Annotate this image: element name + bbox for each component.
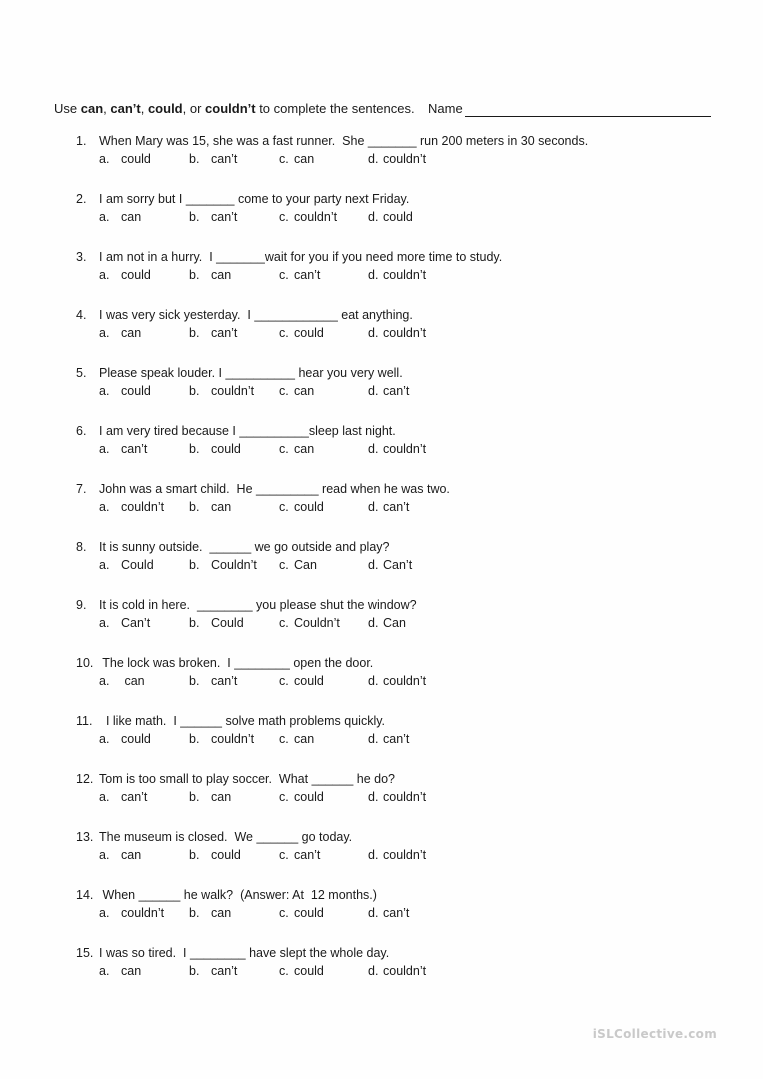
option-letter: a. <box>99 210 110 224</box>
option-b[interactable] <box>189 151 279 167</box>
option-letter: a. <box>99 558 110 572</box>
option-c[interactable] <box>279 441 368 457</box>
option-text: can’t <box>211 674 238 688</box>
option-text: couldn’t <box>383 790 427 804</box>
question-text: I am sorry but I _______ come to your party next Friday. <box>99 192 410 206</box>
option-letter: b. <box>189 732 200 746</box>
question-line <box>76 248 502 266</box>
option-text: couldn’t <box>383 964 427 978</box>
answer-options <box>76 324 468 342</box>
option-text: could <box>294 326 324 340</box>
option-c[interactable] <box>279 267 368 283</box>
question-line <box>76 538 468 556</box>
question-text: When Mary was 15, she was a fast runner. She _______ run 200 meters in 30 seconds. <box>99 134 589 148</box>
option-c[interactable] <box>279 499 368 515</box>
option-text: can <box>121 964 142 978</box>
option-text: can <box>294 152 315 166</box>
option-text: can’t <box>383 500 410 514</box>
question-number: 13. <box>76 830 94 844</box>
option-letter: b. <box>189 210 200 224</box>
option-text: could <box>294 964 324 978</box>
answer-options <box>76 498 468 516</box>
option-letter: d. <box>368 152 379 166</box>
question-line <box>76 712 468 730</box>
answer-options <box>76 208 468 226</box>
option-a[interactable] <box>99 847 189 863</box>
option-letter: d. <box>368 616 379 630</box>
word-could: could <box>147 101 183 116</box>
question-item <box>76 596 468 632</box>
option-c[interactable] <box>279 557 368 573</box>
option-text: can’t <box>294 848 321 862</box>
option-c[interactable] <box>279 151 368 167</box>
option-letter: d. <box>368 558 379 572</box>
option-a[interactable] <box>99 731 189 747</box>
option-letter: c. <box>279 500 289 514</box>
option-text: couldn’t <box>121 500 165 514</box>
option-text: Could <box>211 616 244 630</box>
option-a[interactable] <box>99 789 189 805</box>
answer-options <box>76 150 588 168</box>
question-text: Please speak louder. I __________ hear you very well. <box>99 366 403 380</box>
option-text: Can’t <box>383 558 413 572</box>
option-a[interactable] <box>99 905 189 921</box>
option-letter: a. <box>99 384 110 398</box>
question-number: 6. <box>76 424 87 438</box>
option-d[interactable] <box>368 441 468 457</box>
option-letter: b. <box>189 326 200 340</box>
option-text: can’t <box>211 964 238 978</box>
question-number: 1. <box>76 134 87 148</box>
question-line <box>76 770 468 788</box>
question-item <box>76 770 468 806</box>
question-number: 2. <box>76 192 87 206</box>
option-letter: b. <box>189 500 200 514</box>
option-letter: c. <box>279 442 289 456</box>
option-text: could <box>121 384 151 398</box>
word-cant: can’t <box>110 101 141 116</box>
option-text: could <box>121 732 151 746</box>
option-a[interactable] <box>99 209 189 225</box>
option-text: can <box>121 848 142 862</box>
option-d[interactable] <box>368 209 468 225</box>
question-item <box>76 422 468 458</box>
option-text: can’t <box>294 268 321 282</box>
question-number: 3. <box>76 250 87 264</box>
instruction-text: Use can, can’t, could, or couldn’t to complete the sentences. <box>54 101 415 116</box>
question-text: John was a smart child. He _________ read when he was two. <box>99 482 450 496</box>
option-d[interactable] <box>368 151 468 167</box>
option-text: could <box>294 500 324 514</box>
question-text: I was very sick yesterday. I ____________ eat anything. <box>99 308 413 322</box>
option-letter: b. <box>189 442 200 456</box>
answer-options <box>76 266 502 284</box>
option-text: can <box>294 732 315 746</box>
option-a[interactable] <box>99 325 189 341</box>
answer-options <box>76 672 468 690</box>
name-label: Name <box>428 101 463 116</box>
option-text: could <box>294 674 324 688</box>
option-letter: b. <box>189 674 200 688</box>
option-text: couldn’t <box>383 442 427 456</box>
option-letter: a. <box>99 790 110 804</box>
option-a[interactable] <box>99 441 189 457</box>
option-letter: a. <box>99 268 110 282</box>
option-letter: a. <box>99 964 110 978</box>
option-letter: c. <box>279 326 289 340</box>
option-text: couldn’t <box>383 326 427 340</box>
answer-options <box>76 382 468 400</box>
option-text: could <box>383 210 413 224</box>
question-item <box>76 364 468 400</box>
option-letter: b. <box>189 906 200 920</box>
option-text: can <box>211 906 232 920</box>
option-text: Could <box>121 558 154 572</box>
option-a[interactable] <box>99 151 189 167</box>
option-d[interactable] <box>368 383 468 399</box>
question-number: 11. <box>76 714 93 728</box>
question-text: It is cold in here. ________ you please shut the window? <box>99 598 417 612</box>
option-text: couldn’t <box>294 210 338 224</box>
option-letter: b. <box>189 558 200 572</box>
option-letter: c. <box>279 384 289 398</box>
option-b[interactable] <box>189 615 279 631</box>
answer-options <box>76 614 468 632</box>
option-b[interactable] <box>189 325 279 341</box>
option-text: couldn’t <box>211 384 255 398</box>
answer-options <box>76 788 468 806</box>
option-text: can <box>294 442 315 456</box>
option-letter: d. <box>368 964 379 978</box>
option-c[interactable] <box>279 615 368 631</box>
option-text: Couldn’t <box>294 616 340 630</box>
question-line <box>76 654 468 672</box>
option-text: can <box>211 500 232 514</box>
watermark-logo: iSLCollective.com <box>592 1027 717 1041</box>
option-letter: a. <box>99 326 110 340</box>
option-letter: c. <box>279 964 289 978</box>
option-c[interactable] <box>279 905 368 921</box>
question-line <box>76 422 468 440</box>
option-letter: a. <box>99 906 110 920</box>
option-letter: d. <box>368 442 379 456</box>
option-text: can <box>121 210 142 224</box>
option-letter: c. <box>279 732 289 746</box>
question-line <box>76 190 468 208</box>
question-number: 4. <box>76 308 87 322</box>
option-b[interactable] <box>189 383 279 399</box>
option-d[interactable] <box>368 789 468 805</box>
option-c[interactable] <box>279 673 368 689</box>
option-letter: d. <box>368 848 379 862</box>
option-letter: d. <box>368 384 379 398</box>
question-line <box>76 944 468 962</box>
option-a[interactable] <box>99 383 189 399</box>
name-blank-line[interactable] <box>465 102 711 117</box>
option-text: could <box>294 790 324 804</box>
option-d[interactable] <box>368 499 468 515</box>
option-letter: b. <box>189 268 200 282</box>
option-letter: d. <box>368 732 379 746</box>
option-b[interactable] <box>189 963 279 979</box>
option-text: could <box>211 442 241 456</box>
question-text: I like math. I ______ solve math problems quickly. <box>99 714 386 728</box>
option-d[interactable] <box>368 615 468 631</box>
option-d[interactable] <box>368 325 468 341</box>
option-letter: d. <box>368 326 379 340</box>
option-c[interactable] <box>279 789 368 805</box>
option-c[interactable] <box>279 847 368 863</box>
option-a[interactable] <box>99 963 189 979</box>
option-a[interactable] <box>99 615 189 631</box>
option-b[interactable] <box>189 209 279 225</box>
option-letter: c. <box>279 152 289 166</box>
option-text: can’t <box>121 442 148 456</box>
option-text: can <box>294 384 315 398</box>
question-item <box>76 712 468 748</box>
option-text: couldn’t <box>383 674 427 688</box>
option-text: could <box>121 268 151 282</box>
option-text: can’t <box>383 732 410 746</box>
option-d[interactable] <box>368 267 468 283</box>
option-letter: b. <box>189 790 200 804</box>
option-text: can <box>121 326 142 340</box>
question-text: I am not in a hurry. I _______wait for you if you need more time to study. <box>99 250 503 264</box>
option-a[interactable] <box>99 267 189 283</box>
question-line <box>76 886 468 904</box>
option-letter: d. <box>368 268 379 282</box>
question-line <box>76 364 468 382</box>
question-item <box>76 828 468 864</box>
question-item <box>76 886 468 922</box>
question-line <box>76 596 468 614</box>
question-item <box>76 190 468 226</box>
option-letter: a. <box>99 732 110 746</box>
option-letter: c. <box>279 268 289 282</box>
question-item <box>76 480 468 516</box>
option-a[interactable] <box>99 557 189 573</box>
question-number: 7. <box>76 482 87 496</box>
option-b[interactable] <box>189 789 279 805</box>
option-text: could <box>121 152 151 166</box>
option-letter: a. <box>99 848 110 862</box>
option-b[interactable] <box>189 731 279 747</box>
question-text: Tom is too small to play soccer. What ______ he do? <box>99 772 395 786</box>
option-text: couldn’t <box>211 732 255 746</box>
option-letter: b. <box>189 848 200 862</box>
option-letter: a. <box>99 500 110 514</box>
option-d[interactable] <box>368 905 468 921</box>
option-text: can’t <box>211 326 238 340</box>
question-item <box>76 654 468 690</box>
question-item <box>76 538 468 574</box>
question-number: 8. <box>76 540 87 554</box>
option-c[interactable] <box>279 209 368 225</box>
option-b[interactable] <box>189 905 279 921</box>
option-d[interactable] <box>368 557 468 573</box>
option-text: couldn’t <box>383 268 427 282</box>
name-field <box>428 100 711 117</box>
option-letter: c. <box>279 848 289 862</box>
option-letter: c. <box>279 674 289 688</box>
option-d[interactable] <box>368 673 468 689</box>
option-letter: d. <box>368 906 379 920</box>
option-b[interactable] <box>189 441 279 457</box>
option-letter: c. <box>279 210 289 224</box>
option-text: couldn’t <box>383 848 427 862</box>
option-c[interactable] <box>279 963 368 979</box>
option-b[interactable] <box>189 673 279 689</box>
question-number: 12. <box>76 772 94 786</box>
question-text: I am very tired because I __________sleep last night. <box>99 424 396 438</box>
question-text: I was so tired. I ________ have slept the whole day. <box>99 946 390 960</box>
question-text: The museum is closed. We ______ go today. <box>99 830 353 844</box>
option-text: couldn’t <box>121 906 165 920</box>
option-b[interactable] <box>189 499 279 515</box>
answer-options <box>76 556 468 574</box>
question-text: The lock was broken. I ________ open the door. <box>99 656 374 670</box>
option-text: Can <box>294 558 317 572</box>
option-letter: c. <box>279 906 289 920</box>
option-d[interactable] <box>368 847 468 863</box>
question-number: 9. <box>76 598 87 612</box>
option-a[interactable] <box>99 673 189 689</box>
option-text: could <box>294 906 324 920</box>
option-letter: a. <box>99 674 110 688</box>
answer-options <box>76 440 468 458</box>
option-text: can’t <box>383 906 410 920</box>
answer-options <box>76 730 468 748</box>
question-line <box>76 480 468 498</box>
option-text: can’t <box>211 210 238 224</box>
option-c[interactable] <box>279 731 368 747</box>
option-text: couldn’t <box>383 152 427 166</box>
question-number: 10. <box>76 656 94 670</box>
option-text: Can’t <box>121 616 151 630</box>
question-text: When ______ he walk? (Answer: At 12 months.) <box>99 888 377 902</box>
question-item <box>76 306 468 342</box>
option-a[interactable] <box>99 499 189 515</box>
option-text: can <box>121 674 145 688</box>
word-couldnt: couldn’t <box>205 101 256 116</box>
option-text: Couldn’t <box>211 558 257 572</box>
option-b[interactable] <box>189 847 279 863</box>
option-letter: d. <box>368 790 379 804</box>
option-c[interactable] <box>279 383 368 399</box>
word-can: can <box>80 101 104 116</box>
question-line <box>76 306 468 324</box>
question-text: It is sunny outside. ______ we go outside and play? <box>99 540 390 554</box>
option-letter: a. <box>99 442 110 456</box>
option-letter: d. <box>368 500 379 514</box>
option-letter: a. <box>99 616 110 630</box>
option-text: can’t <box>211 152 238 166</box>
question-line <box>76 132 588 150</box>
option-letter: c. <box>279 616 289 630</box>
option-d[interactable] <box>368 963 468 979</box>
question-number: 14. <box>76 888 94 902</box>
option-letter: b. <box>189 384 200 398</box>
option-letter: b. <box>189 152 200 166</box>
question-item <box>76 944 468 980</box>
option-b[interactable] <box>189 557 279 573</box>
option-c[interactable] <box>279 325 368 341</box>
question-item <box>76 248 502 284</box>
option-text: can <box>211 268 232 282</box>
option-text: can’t <box>383 384 410 398</box>
question-line <box>76 828 468 846</box>
option-b[interactable] <box>189 267 279 283</box>
option-text: can’t <box>121 790 148 804</box>
option-d[interactable] <box>368 731 468 747</box>
option-letter: d. <box>368 674 379 688</box>
option-text: could <box>211 848 241 862</box>
question-item <box>76 132 588 168</box>
option-letter: c. <box>279 558 289 572</box>
question-number: 5. <box>76 366 87 380</box>
option-letter: c. <box>279 790 289 804</box>
option-letter: b. <box>189 616 200 630</box>
option-letter: a. <box>99 152 110 166</box>
option-letter: d. <box>368 210 379 224</box>
question-number: 15. <box>76 946 94 960</box>
answer-options <box>76 904 468 922</box>
answer-options <box>76 846 468 864</box>
option-text: Can <box>383 616 406 630</box>
answer-options <box>76 962 468 980</box>
option-letter: b. <box>189 964 200 978</box>
option-text: can <box>211 790 232 804</box>
